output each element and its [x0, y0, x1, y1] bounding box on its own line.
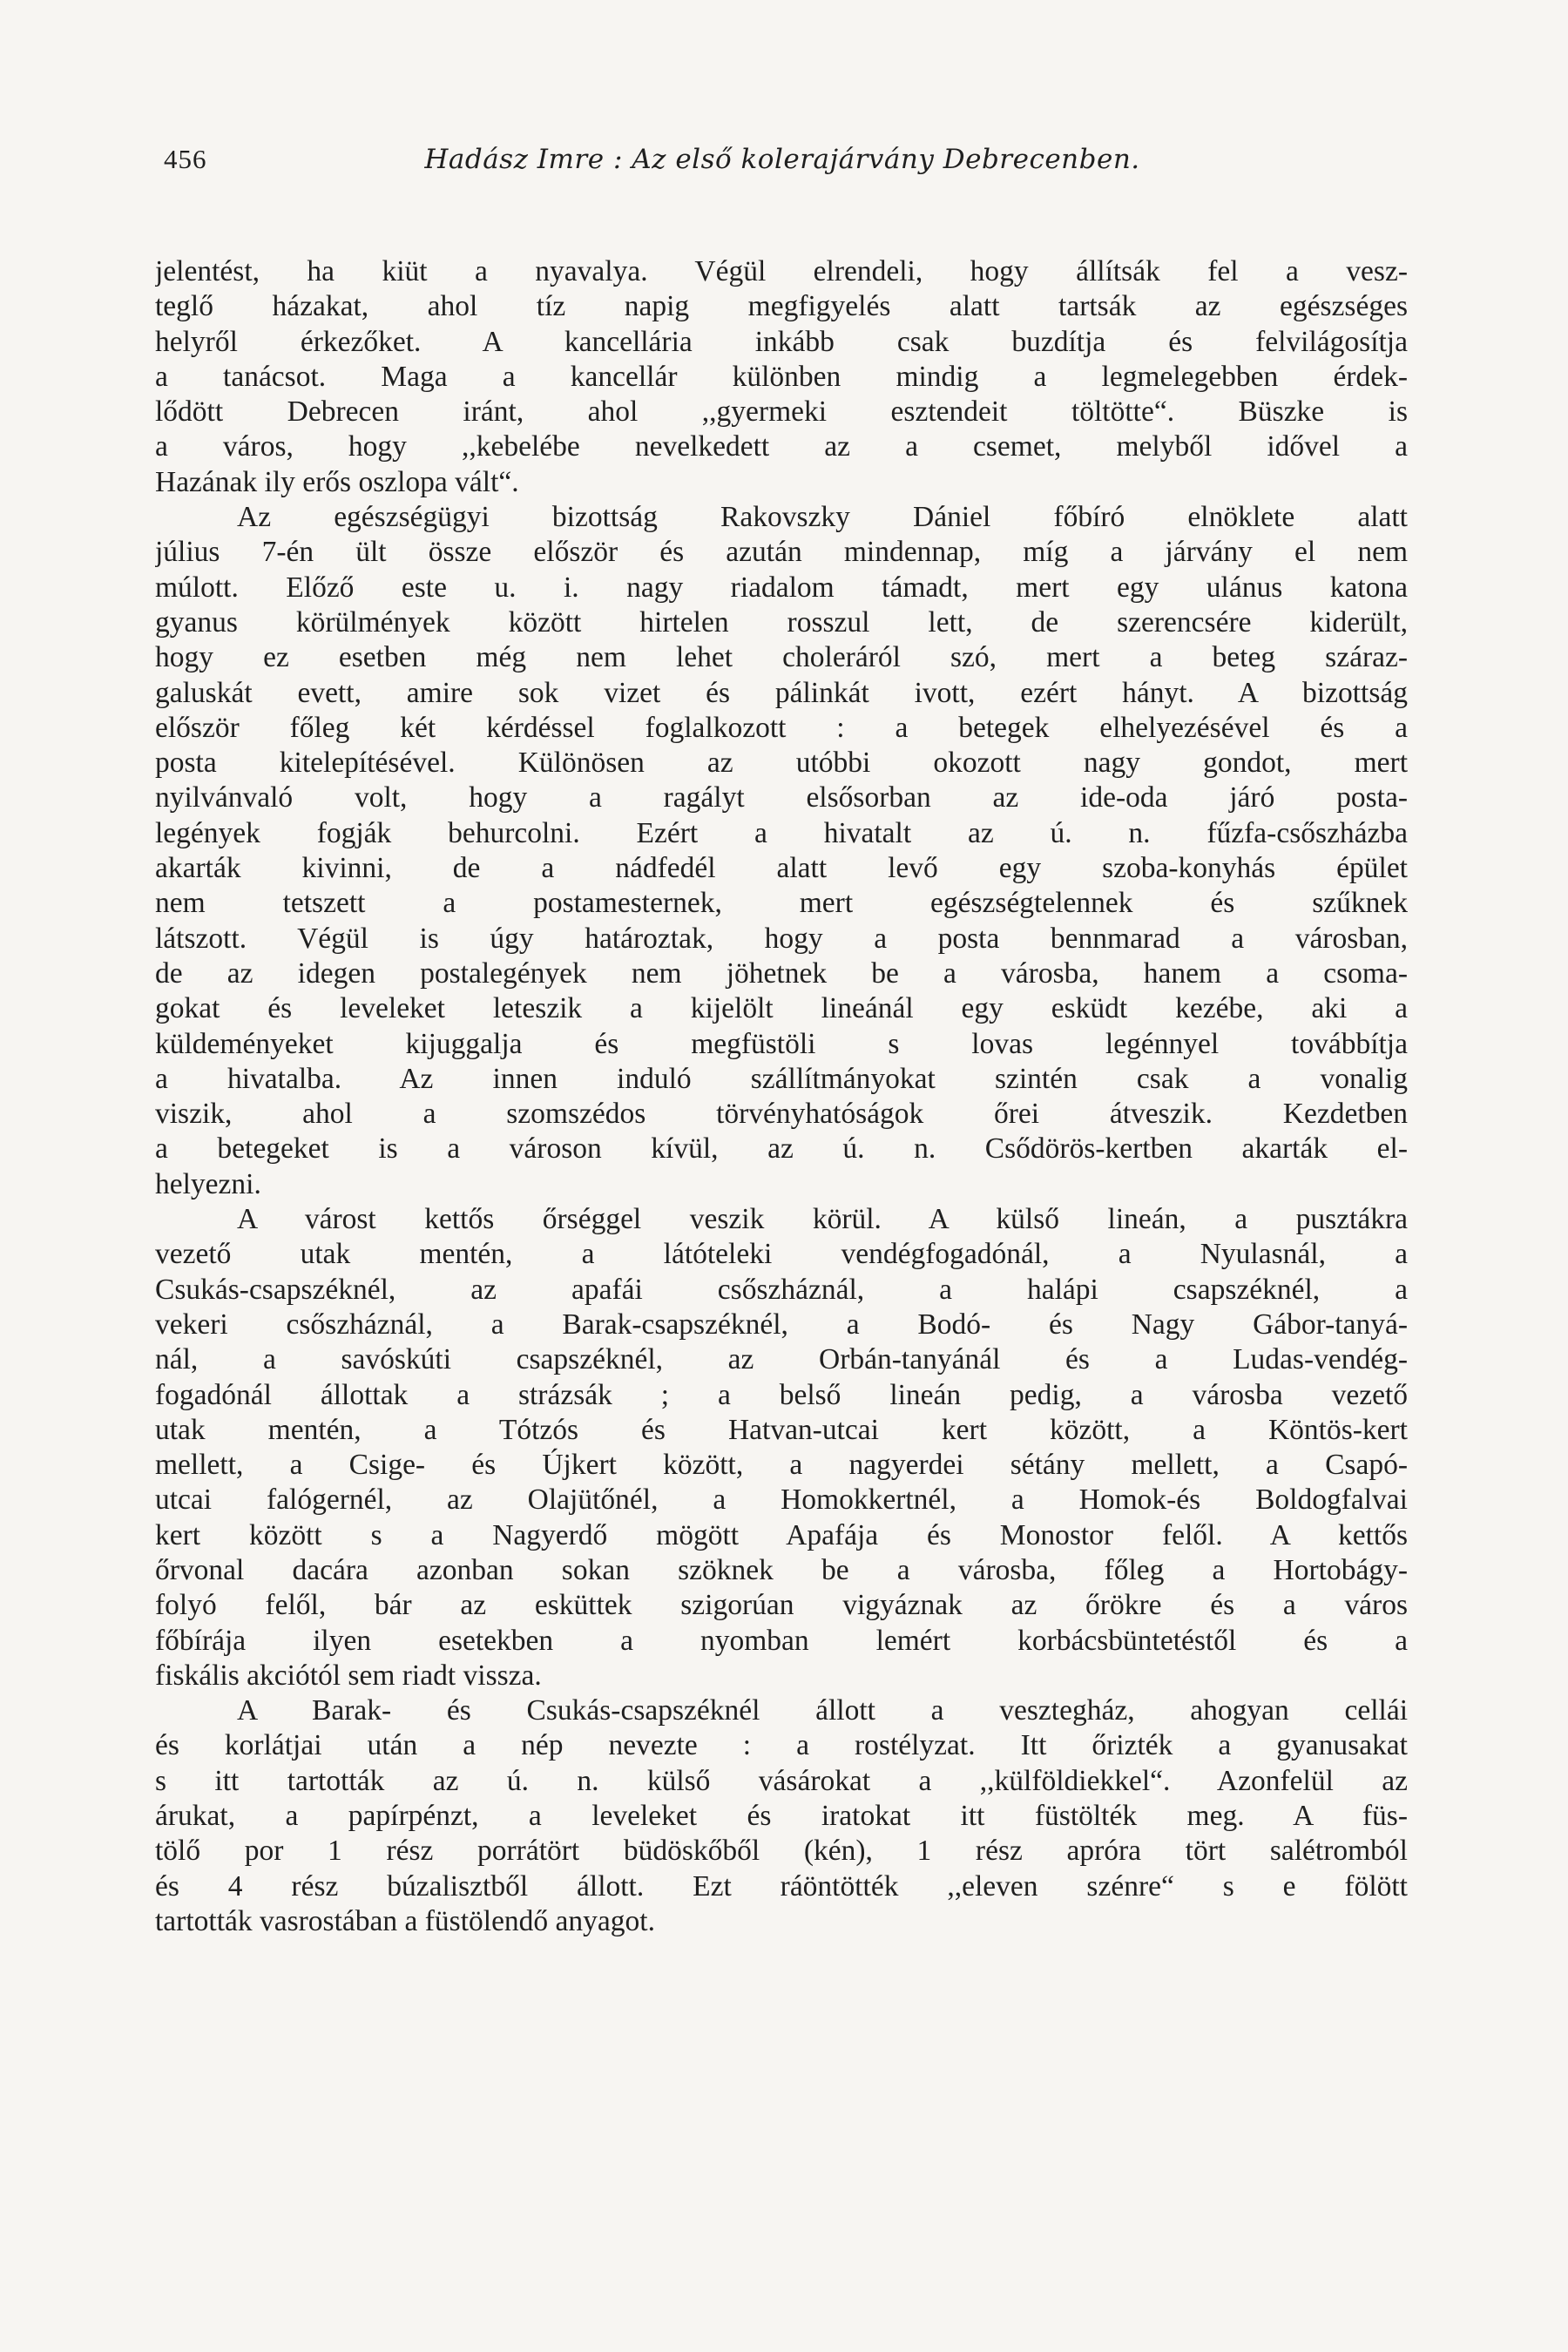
text-line: nem tetszett a postamesternek, mert egészségtelennek és szűknek — [155, 887, 1408, 920]
text-line: galuskát evett, amire sok vizet és pálinkát ivott, ezért hányt. A bizottság — [155, 676, 1408, 709]
text-line: árukat, a papírpénzt, a leveleket és iratokat itt füstölték meg. A füs- — [155, 1800, 1408, 1833]
text-line: viszik, ahol a szomszédos törvényhatóságok őrei átveszik. Kezdetben — [155, 1098, 1408, 1131]
text-line: főbírája ilyen esetekben a nyomban lemért korbácsbüntetéstől és a — [155, 1624, 1408, 1657]
text-line: gokat és leveleket leteszik a kijelölt lineánál egy esküdt kezébe, aki a — [155, 992, 1408, 1025]
text-line: hogy ez esetben még nem lehet choleráról szó, mert a beteg száraz- — [155, 641, 1408, 674]
text-line: utcai falógernél, az Olajütőnél, a Homokkertnél, a Homok-és Boldogfalvai — [155, 1484, 1408, 1517]
text-line: és 4 rész búzalisztből állott. Ezt ráöntötték ,,eleven szénre“ s e fölött — [155, 1869, 1408, 1903]
text-line: először főleg két kérdéssel foglalkozott : a betegek elhelyezésével és a — [155, 711, 1408, 744]
text-line: küldeményeket kijuggalja és megfüstöli s lovas legénnyel továbbítja — [155, 1027, 1408, 1060]
text-line: Hazának ily erős oszlopa vált“. — [155, 465, 519, 498]
text-line: a tanácsot. Maga a kancellár különben mindig a legmelegebben érdek- — [155, 360, 1408, 393]
text-line: utak mentén, a Tótzós és Hatvan-utcai kert között, a Köntös-kert — [155, 1413, 1408, 1446]
text-line: tartották vasrostában a füstölendő anyagot. — [155, 1904, 655, 1937]
paragraph-first-line: A Barak- és Csukás-csapszéknél állott a vesztegház, ahogyan cellái — [237, 1694, 1408, 1727]
text-line: a város, hogy ,,kebelébe nevelkedett az a csemet, melyből idővel a — [155, 430, 1408, 463]
text-line: de az idegen postalegények nem jöhetnek be a városba, hanem a csoma- — [155, 956, 1408, 990]
text-line: fogadónál állottak a strázsák ; a belső lineán pedig, a városba vezető — [155, 1378, 1408, 1411]
text-line: kert között s a Nagyerdő mögött Apafája és Monostor felől. A kettős — [155, 1518, 1408, 1551]
text-line: július 7-én ült össze először és azután mindennap, míg a járvány el nem — [155, 536, 1408, 569]
body-text — [155, 254, 1408, 1939]
text-line: mellett, a Csige- és Újkert között, a nagyerdei sétány mellett, a Csapó- — [155, 1449, 1408, 1482]
text-line: látszott. Végül is úgy határoztak, hogy a posta bennmarad a városban, — [155, 922, 1408, 955]
text-line: s itt tartották az ú. n. külső vásárokat a ,,külföldiekkel“. Azonfelül az — [155, 1764, 1408, 1797]
text-line: és korlátjai után a nép nevezte : a rostélyzat. Itt őrizték a gyanusakat — [155, 1729, 1408, 1762]
text-line: teglő házakat, ahol tíz napig megfigyelés alatt tartsák az egészséges — [155, 290, 1408, 323]
text-line: nyilvánvaló volt, hogy a ragályt elsősorban az ide-oda járó posta- — [155, 781, 1408, 814]
text-line: vezető utak mentén, a látóteleki vendégfogadónál, a Nyulasnál, a — [155, 1238, 1408, 1271]
text-line: őrvonal dacára azonban sokan szöknek be a városba, főleg a Hortobágy- — [155, 1553, 1408, 1586]
text-line: legények fogják behurcolni. Ezért a hivatalt az ú. n. fűzfa-csőszházba — [155, 816, 1408, 849]
text-line: posta kitelepítésével. Különösen az utóbbi okozott nagy gondot, mert — [155, 747, 1408, 780]
text-line: helyről érkezőket. A kancellária inkább csak buzdítja és felvilágosítja — [155, 325, 1408, 358]
paragraph-first-line: A várost kettős őrséggel veszik körül. A külső lineán, a pusztákra — [237, 1203, 1408, 1236]
text-line: akarták kivinni, de a nádfedél alatt levő egy szoba-konyhás épület — [155, 852, 1408, 885]
text-line: fiskális akciótól sem riadt vissza. — [155, 1659, 542, 1692]
text-line: lődött Debrecen iránt, ahol ,,gyermeki esztendeit töltötte“. Büszke is — [155, 395, 1408, 429]
text-line: jelentést, ha kiüt a nyavalya. Végül elrendeli, hogy állítsák fel a vesz- — [155, 255, 1408, 287]
text-line: múlott. Előző este u. i. nagy riadalom támadt, mert egy ulánus katona — [155, 571, 1408, 604]
text-line: folyó felől, bár az esküttek szigorúan vigyáznak az őrökre és a város — [155, 1589, 1408, 1622]
page-number: 456 — [164, 144, 207, 174]
text-line: Csukás-csapszéknél, az apafái csőszháznál, a halápi csapszéknél, a — [155, 1273, 1408, 1306]
text-line: a hivatalba. Az innen induló szállítmányokat szintén csak a vonalig — [155, 1062, 1408, 1095]
text-line: gyanus körülmények között hirtelen rosszul lett, de szerencsére kiderült, — [155, 605, 1408, 639]
paragraph-first-line: Az egészségügyi bizottság Rakovszky Dániel főbíró elnöklete alatt — [237, 501, 1408, 534]
text-line: vekeri csőszháznál, a Barak-csapszéknél, a Bodó- és Nagy Gábor-tanyá- — [155, 1308, 1408, 1341]
text-line: a betegeket is a városon kívül, az ú. n. Csődörös-kertben akarták el- — [155, 1132, 1408, 1166]
text-line: tölő por 1 rész porrátört büdöskőből (kén), 1 rész apróra tört salétromból — [155, 1835, 1408, 1868]
running-title: Hadász Imre : Az első kolerajárvány Debrecenben. — [424, 144, 1140, 175]
text-line: helyezni. — [155, 1167, 261, 1200]
running-header — [164, 138, 1401, 181]
text-line: nál, a savóskúti csapszéknél, az Orbán-tanyánál és a Ludas-vendég- — [155, 1343, 1408, 1376]
